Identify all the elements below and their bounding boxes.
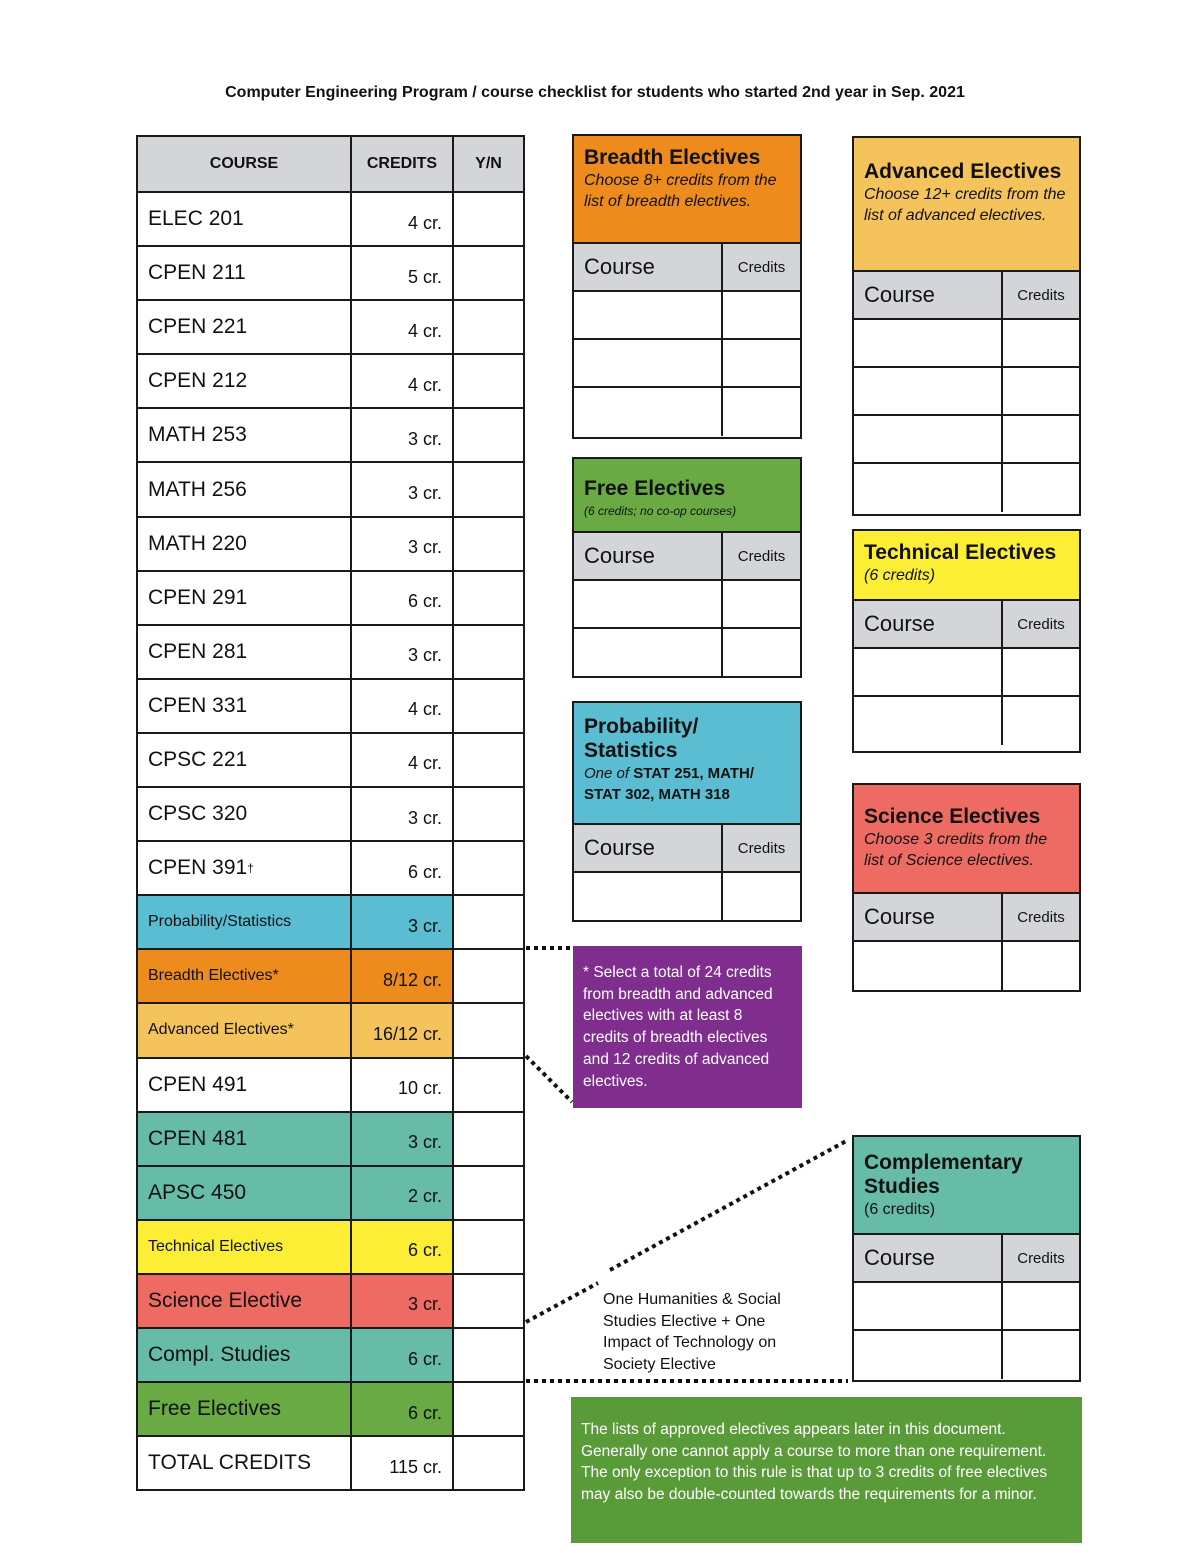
connector-humanities xyxy=(526,1283,598,1322)
technical-electives-subtitle: (6 credits) xyxy=(864,567,936,584)
col-credits-label: Credits xyxy=(1017,908,1065,926)
course-name: MATH 253 xyxy=(138,409,352,461)
col-credits-label: Credits xyxy=(737,258,786,276)
header-yn: Y/N xyxy=(475,155,502,172)
complementary-studies-subtitle: (6 credits) xyxy=(864,1201,936,1218)
course-name: Advanced Electives* xyxy=(138,1004,352,1056)
science-electives-title: Science Electives xyxy=(864,805,1041,828)
free-electives-title: Free Electives xyxy=(584,477,726,500)
course-credits: 2 cr. xyxy=(352,1167,454,1219)
course-name: Breadth Electives* xyxy=(138,950,352,1002)
course-credits: 3 cr. xyxy=(352,626,454,678)
course-credits: 16/12 cr. xyxy=(352,1004,454,1056)
science-electives-subtitle: Choose 3 credits from the list of Science electives. xyxy=(864,831,1048,869)
course-name: Compl. Studies xyxy=(138,1329,352,1381)
course-name: CPEN 391 † xyxy=(138,842,352,894)
elective-total-note: * Select a total of 24 credits from breadth and advanced electives with at least 8 credits of breadth electives and 12 credits of advanced electives. xyxy=(573,946,802,1108)
page-title: Computer Engineering Program / course checklist for students who started 2nd year in Sep. 2021 xyxy=(225,84,965,101)
col-credits-label: Credits xyxy=(1017,286,1065,304)
advanced-electives-title: Advanced Electives xyxy=(864,160,1062,183)
course-credits: 6 cr. xyxy=(352,1383,454,1435)
col-course-label: Course xyxy=(854,1235,1003,1281)
course-credits: 3 cr. xyxy=(352,518,454,570)
course-name: Technical Electives xyxy=(138,1221,352,1273)
course-credits: 5 cr. xyxy=(352,247,454,299)
header-credits: CREDITS xyxy=(352,137,454,191)
advanced-electives-subtitle: Choose 12+ credits from the list of advanced electives. xyxy=(864,186,1066,224)
col-credits-label: Credits xyxy=(1017,1249,1065,1267)
course-credits: 3 cr. xyxy=(352,409,454,461)
col-course-label: Course xyxy=(574,244,723,290)
col-course-label: Course xyxy=(854,272,1003,318)
course-name: APSC 450 xyxy=(138,1167,352,1219)
free-electives-subtitle: (6 credits; no co-op courses) xyxy=(584,504,737,518)
col-credits-label: Credits xyxy=(1017,615,1065,633)
course-credits: 10 cr. xyxy=(352,1059,454,1111)
col-course-label: Course xyxy=(854,601,1003,647)
course-name: CPEN 331 xyxy=(138,680,352,732)
course-credits: 4 cr. xyxy=(352,680,454,732)
course-name: CPEN 211 xyxy=(138,247,352,299)
course-name: CPEN 291 xyxy=(138,572,352,624)
course-credits: 4 cr. xyxy=(352,193,454,245)
course-credits: 3 cr. xyxy=(352,1275,454,1327)
course-credits: 4 cr. xyxy=(352,734,454,786)
course-name: Probability/Statistics xyxy=(138,896,352,948)
col-course-label: Course xyxy=(574,825,723,871)
course-name: CPSC 221 xyxy=(138,734,352,786)
humanities-note: One Humanities & Social Studies Elective + One Impact of Technology on Society Elective xyxy=(603,1291,781,1374)
course-name: CPEN 212 xyxy=(138,355,352,407)
course-name: CPEN 221 xyxy=(138,301,352,353)
col-course-label: Course xyxy=(854,894,1003,940)
complementary-studies-title: Complementary Studies xyxy=(864,1151,1023,1198)
approved-electives-note: The lists of approved electives appears later in this document. Generally one cannot apply a course to more than one requirement. The only exception to this rule is that up to 3 credits of free electives may also be double-counted towards the requirements for a minor. xyxy=(571,1397,1082,1543)
course-name: TOTAL CREDITS xyxy=(138,1437,352,1489)
breadth-electives-title: Breadth Electives xyxy=(584,146,761,169)
course-credits: 3 cr. xyxy=(352,463,454,515)
col-credits-label: Credits xyxy=(737,547,786,565)
col-course-label: Course xyxy=(574,533,723,579)
course-name: MATH 256 xyxy=(138,463,352,515)
course-credits: 4 cr. xyxy=(352,355,454,407)
course-credits: 3 cr. xyxy=(352,788,454,840)
technical-electives-title: Technical Electives xyxy=(864,541,1057,564)
course-credits: 115 cr. xyxy=(352,1437,454,1489)
course-name: ELEC 201 xyxy=(138,193,352,245)
course-name: CPEN 281 xyxy=(138,626,352,678)
course-name: CPEN 481 xyxy=(138,1113,352,1165)
header-course: COURSE xyxy=(138,137,352,191)
course-credits: 6 cr. xyxy=(352,1221,454,1273)
connector-complementary xyxy=(610,1140,848,1270)
probability-statistics-title: Probability/ Statistics xyxy=(584,715,699,762)
course-credits: 8/12 cr. xyxy=(352,950,454,1002)
course-credits: 6 cr. xyxy=(352,1329,454,1381)
probability-statistics-subtitle: One of STAT 251, MATH/ STAT 302, MATH 318 xyxy=(584,765,755,803)
col-credits-label: Credits xyxy=(737,839,786,857)
breadth-electives-subtitle: Choose 8+ credits from the list of breadth electives. xyxy=(584,172,777,210)
course-credits: 3 cr. xyxy=(352,896,454,948)
course-name: Free Electives xyxy=(138,1383,352,1435)
course-credits: 6 cr. xyxy=(352,572,454,624)
course-credits: 3 cr. xyxy=(352,1113,454,1165)
course-credits: 6 cr. xyxy=(352,842,454,894)
course-name: MATH 220 xyxy=(138,518,352,570)
connector-advanced xyxy=(526,1056,572,1102)
course-name: CPSC 320 xyxy=(138,788,352,840)
course-name: CPEN 491 xyxy=(138,1059,352,1111)
course-name: Science Elective xyxy=(138,1275,352,1327)
course-credits: 4 cr. xyxy=(352,301,454,353)
footnote-dagger: † xyxy=(247,861,254,876)
